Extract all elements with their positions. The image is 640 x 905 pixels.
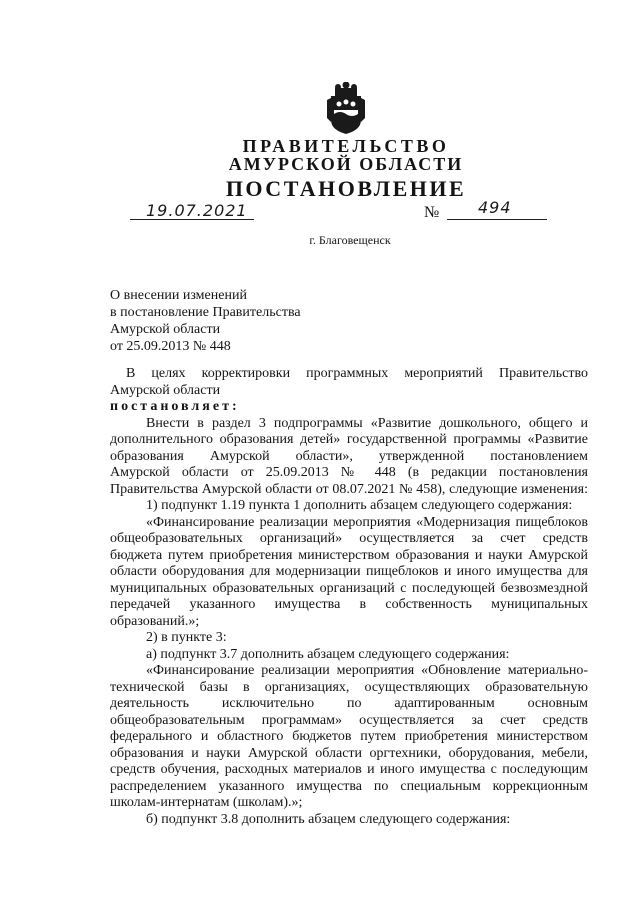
coat-of-arms-emblem-icon <box>323 82 369 136</box>
quote-line: области оборудования для модернизации пищеблоков и иного имущества для <box>110 564 588 579</box>
number-underline <box>447 218 547 220</box>
document-body <box>110 366 588 828</box>
resolves-word: постановляет: <box>110 399 240 414</box>
org-name-line1: ПРАВИТЕЛЬСТВО <box>242 136 450 156</box>
number-sign: № <box>424 204 440 221</box>
org-name-line2: АМУРСКОЙ ОБЛАСТИ <box>228 154 464 174</box>
paragraph-line: Внести в раздел 3 подпрограммы «Развитие дошкольного, общего и <box>146 415 588 431</box>
handwritten-number: 494 <box>478 198 512 217</box>
quote-line: «Финансирование реализации мероприятия «Обновление материально- <box>146 663 588 678</box>
paragraph-line: Правительства Амурской области от 08.07.2021 № 458), следующие изменения: <box>110 481 588 497</box>
quote-line: «Финансирование реализации мероприятия «Модернизация пищеблоков <box>146 514 588 530</box>
preamble-line: Амурской области <box>110 382 221 398</box>
document-subject <box>110 287 301 355</box>
city-line: г. Благовещенск <box>309 233 391 247</box>
list-item: б) подпункт 3.8 дополнить абзацем следующего содержания: <box>146 811 511 827</box>
quote-line: образований.»; <box>110 613 200 629</box>
subject-line: в постановление Правительства <box>110 305 301 320</box>
quote-line: общеобразовательных организаций» осуществляется за счет средств <box>110 531 588 546</box>
document-type-title: ПОСТАНОВЛЕНИЕ <box>225 176 467 201</box>
paragraph-line: образования Амурской области», утвержденной постановлением <box>110 448 588 464</box>
subject-line: Амурской области <box>110 322 221 337</box>
quote-line: федерального и областного бюджетов путем приобретения министерством <box>110 729 588 744</box>
preamble-line: В целях корректировки программных мероприятий Правительство <box>126 366 588 381</box>
handwritten-date: 19.07.2021 <box>146 201 248 220</box>
list-item: 2) в пункте 3: <box>146 630 227 645</box>
quote-line: технической базы в организациях, осуществляющих образовательную <box>110 679 588 695</box>
quote-line: бюджета путем приобретения министерством образования и науки Амурской <box>110 547 588 563</box>
quote-line: школам-интернатам (школам).»; <box>110 795 303 810</box>
quote-line: муниципальных образовательных организаций с последующей безвозмездной <box>110 580 588 596</box>
quote-line: общеобразовательным программам» осуществляется за счет средств <box>110 712 588 728</box>
quote-line: деятельность исключительно по адаптированным основным <box>110 696 588 711</box>
quote-line: распределением указанного имущества по специальным коррекционным <box>110 778 588 794</box>
paragraph-line: дополнительного образования детей» государственной программы «Развитие <box>110 432 588 447</box>
list-item: а) подпункт 3.7 дополнить абзацем следующего содержания: <box>146 646 510 662</box>
quote-line: образования и науки Амурской области оргтехники, оборудования, мебели, <box>110 745 588 761</box>
quote-line: средств обучения, расходных материалов и иного имущества с последующим <box>110 762 588 777</box>
subject-line: О внесении изменений <box>110 288 247 303</box>
subject-line: от 25.09.2013 № 448 <box>110 339 231 354</box>
list-item: 1) подпункт 1.19 пункта 1 дополнить абзацем следующего содержания: <box>146 498 573 513</box>
quote-line: передачей указанного имущества в собственность муниципальных <box>110 597 588 612</box>
paragraph-line: Амурской области от 25.09.2013 № 448 (в редакции постановления <box>110 465 588 480</box>
